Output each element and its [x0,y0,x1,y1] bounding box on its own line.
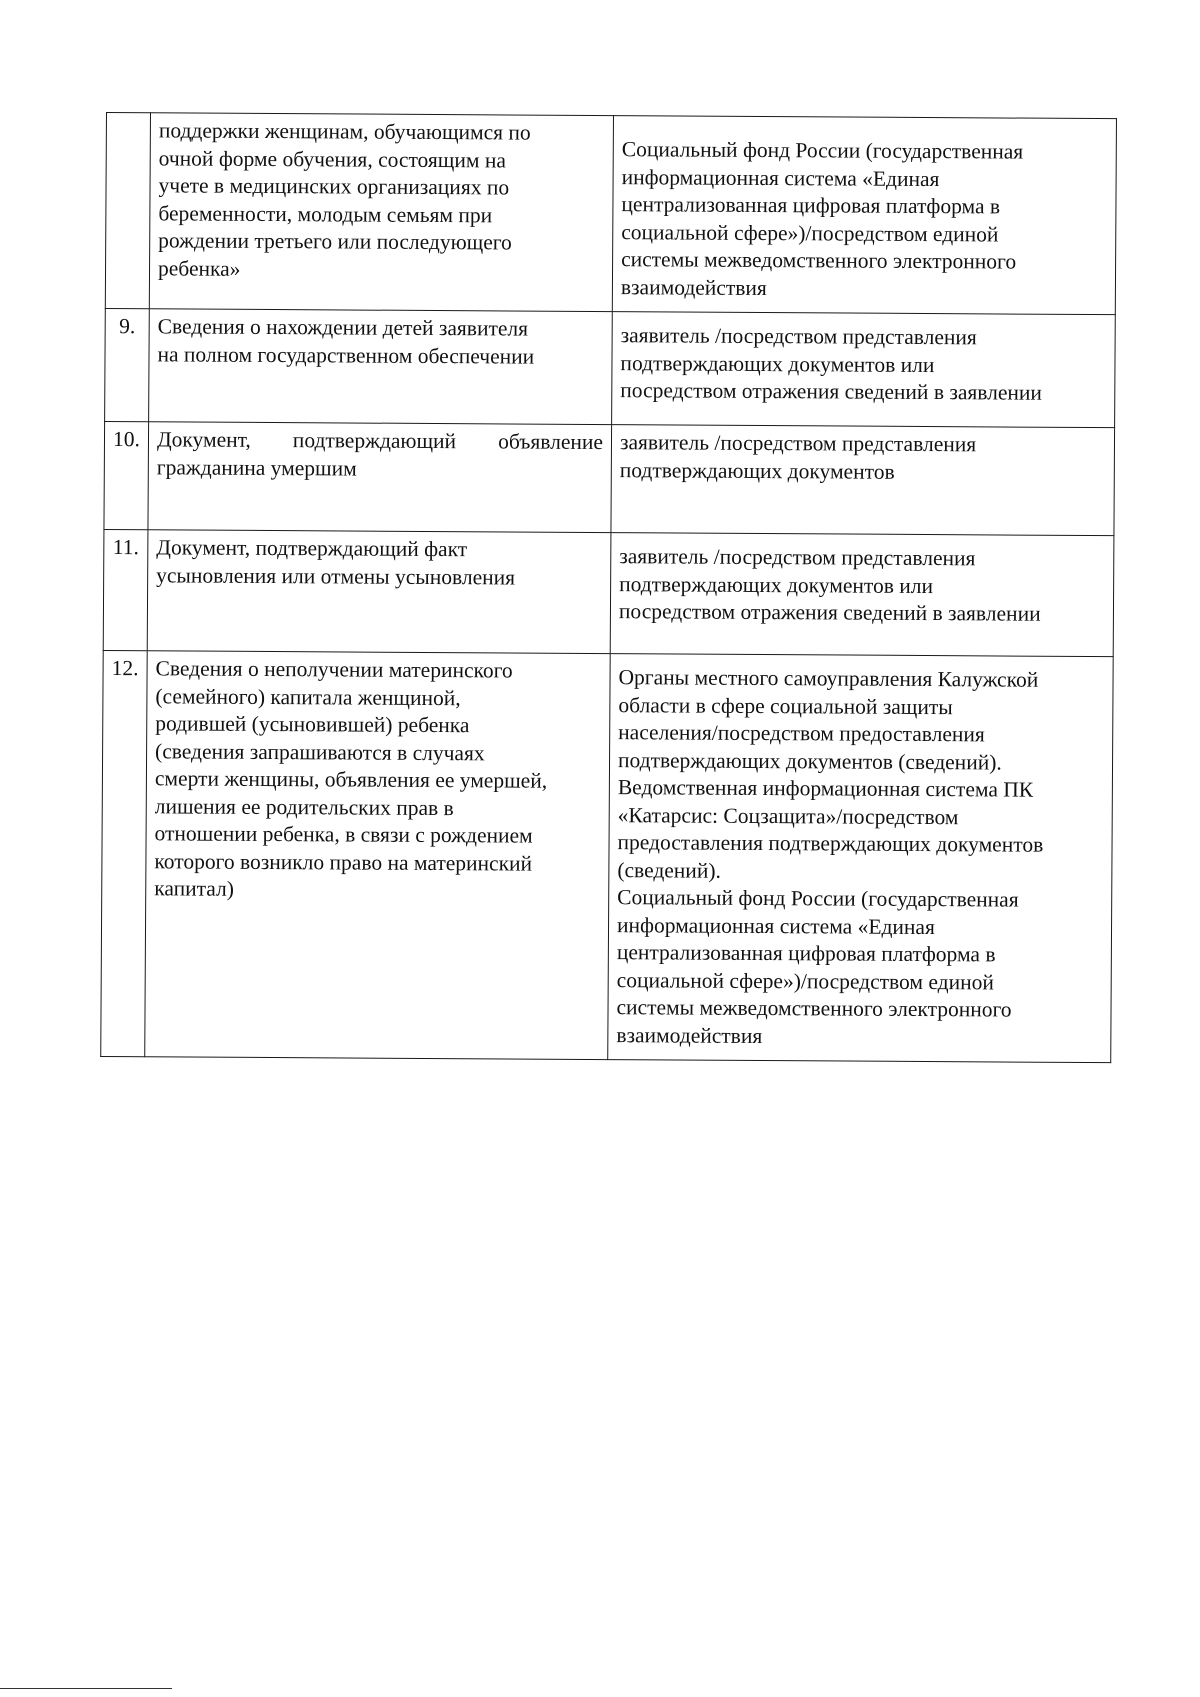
document-source-cell [612,116,1116,315]
document-source: заявитель /посредством представления подтверждающих документов или посредством отражения сведений в заявлении [620,323,1043,405]
row-number [101,650,147,1056]
document-description-cell [145,651,610,1060]
table-row [103,529,1114,656]
document-description: поддержки женщинам, обучающимся по очной форме обучения, состоящим на учете в медицинских организациях по беременности, молодым семьям при рождении третьего или последующего ребенка» [157,118,531,281]
document-source: заявитель /посредством представления подтверждающих документов или посредством отражения сведений в заявлении [618,544,1041,626]
documents-table [100,112,1117,1063]
document-source: Органы местного самоуправления Калужской области в сфере социальной защиты населения/посредством предоставления подтверждающих документов (сведений). Ведомственная информационная система ПК «Катарсис: Соцзащита»/посредством предоставления подтверждающих документов (сведений). Социальный фонд России (государственная информационная система «Единая централизованная цифровая платформа в социальной сфере»)/посредством единой системы межведомственного электронного взаимодействия [616,665,1044,1048]
document-source-cell [611,425,1115,536]
document-description-cell [149,113,613,312]
row-number [104,421,149,529]
document-source-cell [610,533,1114,657]
table-row [104,421,1115,535]
document-description: Сведения о неполучении материнского (семейного) капитала женщиной, родившей (усыновившей) ребенка (сведения запрашиваются в случаях смерти женщины, объявления ее умершей, лишения ее родительских прав в отношении ребенка, в связи с рождением которого возникло право на материнский капитал) [154,656,548,901]
row-number [105,308,150,421]
document-source-cell [608,654,1113,1063]
row-number-text: 9. [119,314,136,339]
row-number [105,113,150,309]
row-number-text: 11. [112,535,139,560]
document-source: заявитель /посредством представления подтверждающих документов [619,430,977,484]
document-description-cell [148,422,612,533]
document-source: Социальный фонд России (государственная информационная система «Единая централизованная цифровая платформа в социальной сфере»)/посредством единой системы межведомственного электронного взаимодействия [620,137,1024,300]
table-row [101,650,1113,1062]
document-description: Документ, подтверждающий объявление гражданина умершим [156,427,604,481]
document-description: Документ, подтверждающий факт усыновления или отмены усыновления [156,535,516,590]
row-number-text: 12. [111,656,139,681]
document-description: Сведения о нахождении детей заявителя на полном государственном обеспечении [157,314,535,369]
footer-rule [0,1688,172,1689]
table-row [105,308,1116,427]
row-number-text: 10. [112,427,141,452]
document-source-cell [612,312,1116,428]
row-number [103,529,148,650]
document-description-cell [147,530,611,654]
document-description-cell [149,309,613,425]
table-row [105,113,1116,315]
